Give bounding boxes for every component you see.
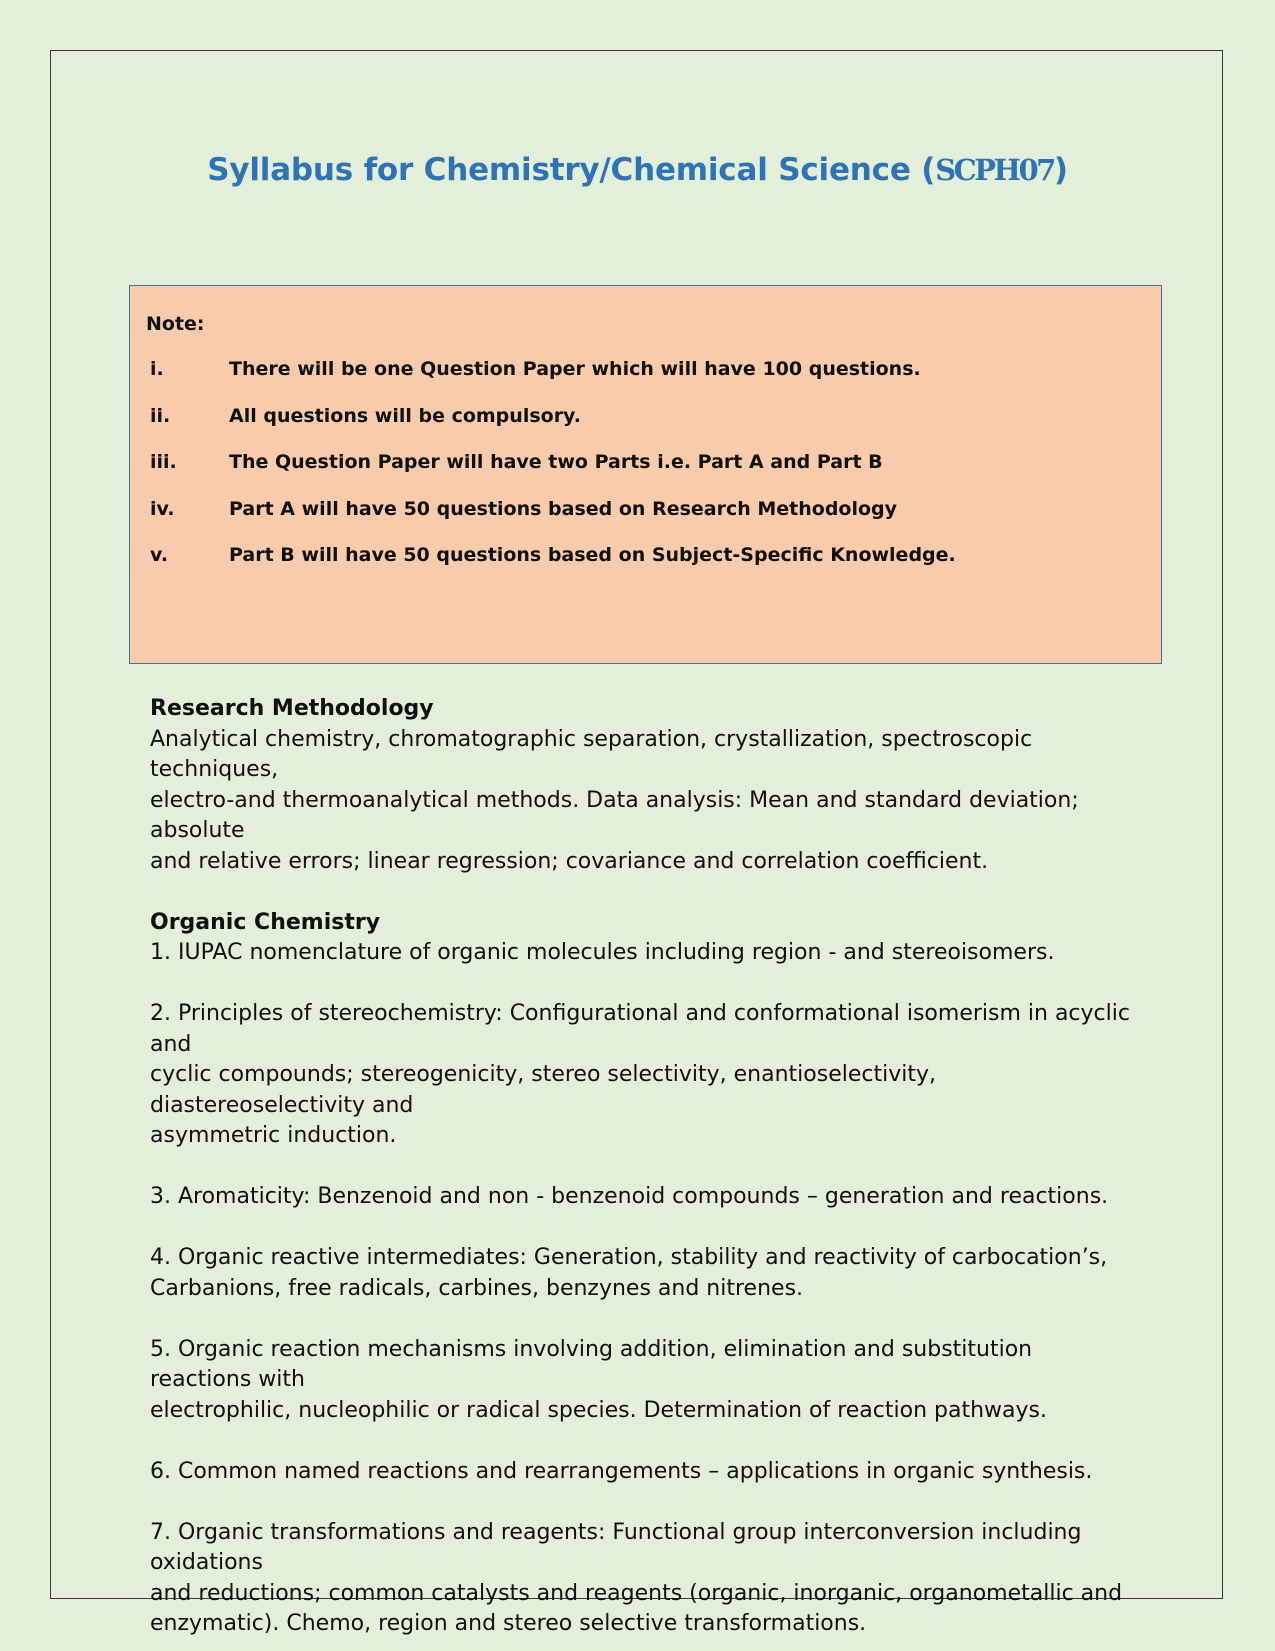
note-label: Note: xyxy=(146,313,205,335)
syllabus-point xyxy=(150,1518,1130,1640)
text-line: 2. Principles of stereochemistry: Configurational and conformational isomerism in acyclic and xyxy=(150,1001,1130,1057)
syllabus-point xyxy=(150,1457,1130,1488)
text-line: 6. Common named reactions and rearrangements – applications in organic synthesis. xyxy=(150,1458,1093,1484)
text-line: enzymatic). Chemo, region and stereo selective transformations. xyxy=(150,1611,867,1636)
organic-chemistry-heading: Organic Chemistry xyxy=(150,909,381,935)
text-line: electrophilic, nucleophilic or radical species. Determination of reaction pathways. xyxy=(150,1397,1047,1423)
title-code: SCPH07 xyxy=(935,153,1054,187)
organic-chemistry-section xyxy=(150,908,1130,1640)
text-line: 7. Organic transformations and reagents: Functional group interconversion including oxidations xyxy=(150,1519,1082,1575)
note-box xyxy=(129,285,1162,664)
syllabus-point xyxy=(150,1335,1130,1427)
title-close: ) xyxy=(1053,152,1068,188)
text-line: 3. Aromaticity: Benzenoid and non - benzenoid compounds – generation and reactions. xyxy=(150,1184,1109,1209)
note-item-number: v. xyxy=(150,544,169,566)
note-item-number: ii. xyxy=(150,404,171,427)
syllabus-point xyxy=(150,1243,1130,1304)
research-methodology-heading: Research Methodology xyxy=(150,696,434,721)
title-main: Syllabus for Chemistry/Chemical Science ( xyxy=(207,152,936,188)
note-item xyxy=(150,405,956,452)
note-item xyxy=(150,358,956,405)
text-line: asymmetric induction. xyxy=(150,1123,397,1148)
text-line: cyclic compounds; stereogenicity, stereo selectivity, enantioselectivity, diastereoselectivity and xyxy=(150,1062,936,1118)
text-line: and relative errors; linear regression; covariance and correlation coefficient. xyxy=(150,848,989,874)
note-item-number: i. xyxy=(150,358,164,380)
text-line: Carbanions, free radicals, carbines, benzynes and nitrenes. xyxy=(150,1275,804,1301)
text-line: 1. IUPAC nomenclature of organic molecules including region - and stereoisomers. xyxy=(150,940,1055,965)
note-item-number: iv. xyxy=(150,497,175,520)
note-item-text: The Question Paper will have two Parts i.e. Part A and Part B xyxy=(229,451,883,473)
research-methodology-text xyxy=(150,725,1130,878)
text-line: Analytical chemistry, chromatographic separation, crystallization, spectroscopic techniques, xyxy=(150,726,1033,782)
text-line: 5. Organic reaction mechanisms involving addition, elimination and substitution reactions with xyxy=(150,1336,1033,1392)
note-item-number: iii. xyxy=(150,451,177,473)
page-title xyxy=(0,152,1275,188)
text-line: 4. Organic reactive intermediates: Generation, stability and reactivity of carbocation’s, xyxy=(150,1245,1108,1270)
note-item-text: All questions will be compulsory. xyxy=(229,404,581,427)
note-item xyxy=(150,498,956,545)
syllabus-point xyxy=(150,938,1130,969)
research-methodology-section xyxy=(150,694,1130,877)
note-item xyxy=(150,544,956,591)
syllabus-point xyxy=(150,1182,1130,1213)
note-list xyxy=(150,358,956,591)
note-item-text: Part A will have 50 questions based on Research Methodology xyxy=(229,497,898,520)
text-line: electro-and thermoanalytical methods. Data analysis: Mean and standard deviation; absolute xyxy=(150,787,1079,843)
syllabus-point xyxy=(150,999,1130,1152)
note-item-text: There will be one Question Paper which will have 100 questions. xyxy=(229,358,921,380)
syllabus-content xyxy=(150,694,1130,1640)
note-item-text: Part B will have 50 questions based on Subject-Specific Knowledge. xyxy=(229,544,956,566)
note-item xyxy=(150,451,956,498)
text-line: and reductions; common catalysts and reagents (organic, inorganic, organometallic and xyxy=(150,1580,1123,1606)
